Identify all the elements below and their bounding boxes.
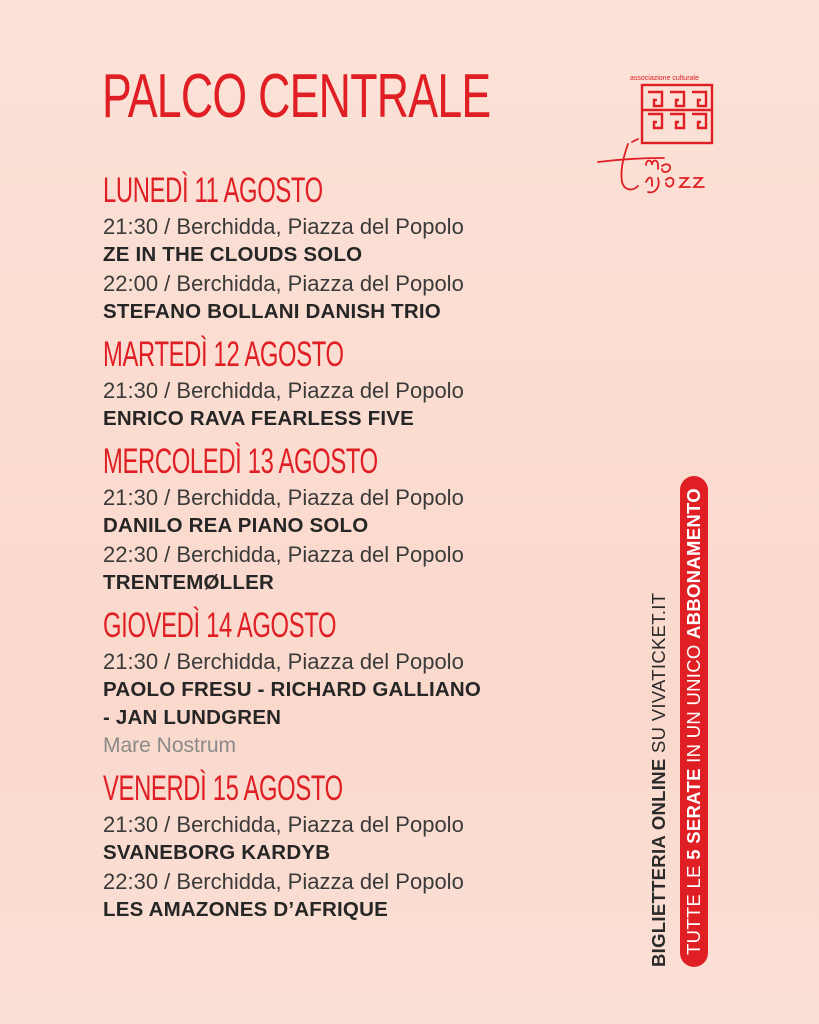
ticket-line (646, 497, 672, 967)
time-place: 21:30 / Berchidda, Piazza del Popolo (103, 485, 464, 510)
ticket-info (646, 488, 708, 967)
artist-name: LES AMAZONES D’AFRIQUE (103, 898, 388, 921)
badge-text-d: ABBONAMENTO (683, 488, 704, 639)
artist-name: PAOLO FRESU - RICHARD GALLIANO (103, 678, 482, 701)
time-place: 21:30 / Berchidda, Piazza del Popolo (103, 214, 464, 239)
day-block (103, 441, 623, 597)
badge-text-c: IN UN UNICO (683, 638, 704, 769)
artist-name: ZE IN THE CLOUDS SOLO (103, 243, 363, 266)
artist-name: TRENTEMØLLER (103, 571, 274, 594)
day-heading: MERCOLEDÌ 13 AGOSTO (103, 442, 378, 481)
artist-name: DANILO REA PIANO SOLO (103, 514, 369, 537)
day-heading: LUNEDÌ 11 AGOSTO (103, 171, 323, 210)
time-place: 22:30 / Berchidda, Piazza del Popolo (103, 542, 464, 567)
artist-name-continued: - JAN LUNDGREN (103, 706, 282, 729)
day-heading: MARTEDÌ 12 AGOSTO (103, 335, 344, 374)
artist-name: SVANEBORG KARDYB (103, 841, 331, 864)
time-place: 22:30 / Berchidda, Piazza del Popolo (103, 869, 464, 894)
show-subtitle: Mare Nostrum (103, 734, 237, 757)
ticket-line-rest: SU VIVATICKET.IT (648, 592, 669, 759)
day-block (103, 768, 623, 924)
program-list (103, 170, 623, 932)
day-block (103, 605, 623, 760)
artist-name: STEFANO BOLLANI DANISH TRIO (103, 300, 441, 323)
logo-top-text: associazione culturale (630, 75, 699, 82)
badge-text-b: 5 SERATE (683, 768, 704, 860)
artist-name: ENRICO RAVA FEARLESS FIVE (103, 407, 415, 430)
day-block (103, 170, 623, 326)
time-place: 21:30 / Berchidda, Piazza del Popolo (103, 378, 464, 403)
page-title: PALCO CENTRALE (102, 62, 491, 131)
badge-text-a: TUTTE LE (683, 859, 704, 955)
day-heading: VENERDÌ 15 AGOSTO (103, 769, 343, 808)
time-place: 21:30 / Berchidda, Piazza del Popolo (103, 649, 464, 674)
time-place: 22:00 / Berchidda, Piazza del Popolo (103, 271, 464, 296)
day-block (103, 334, 623, 433)
time-place: 21:30 / Berchidda, Piazza del Popolo (103, 812, 464, 837)
ticket-line-bold: BIGLIETTERIA ONLINE (648, 758, 669, 967)
subscription-badge (680, 476, 708, 967)
day-heading: GIOVEDÌ 14 AGOSTO (103, 606, 337, 645)
